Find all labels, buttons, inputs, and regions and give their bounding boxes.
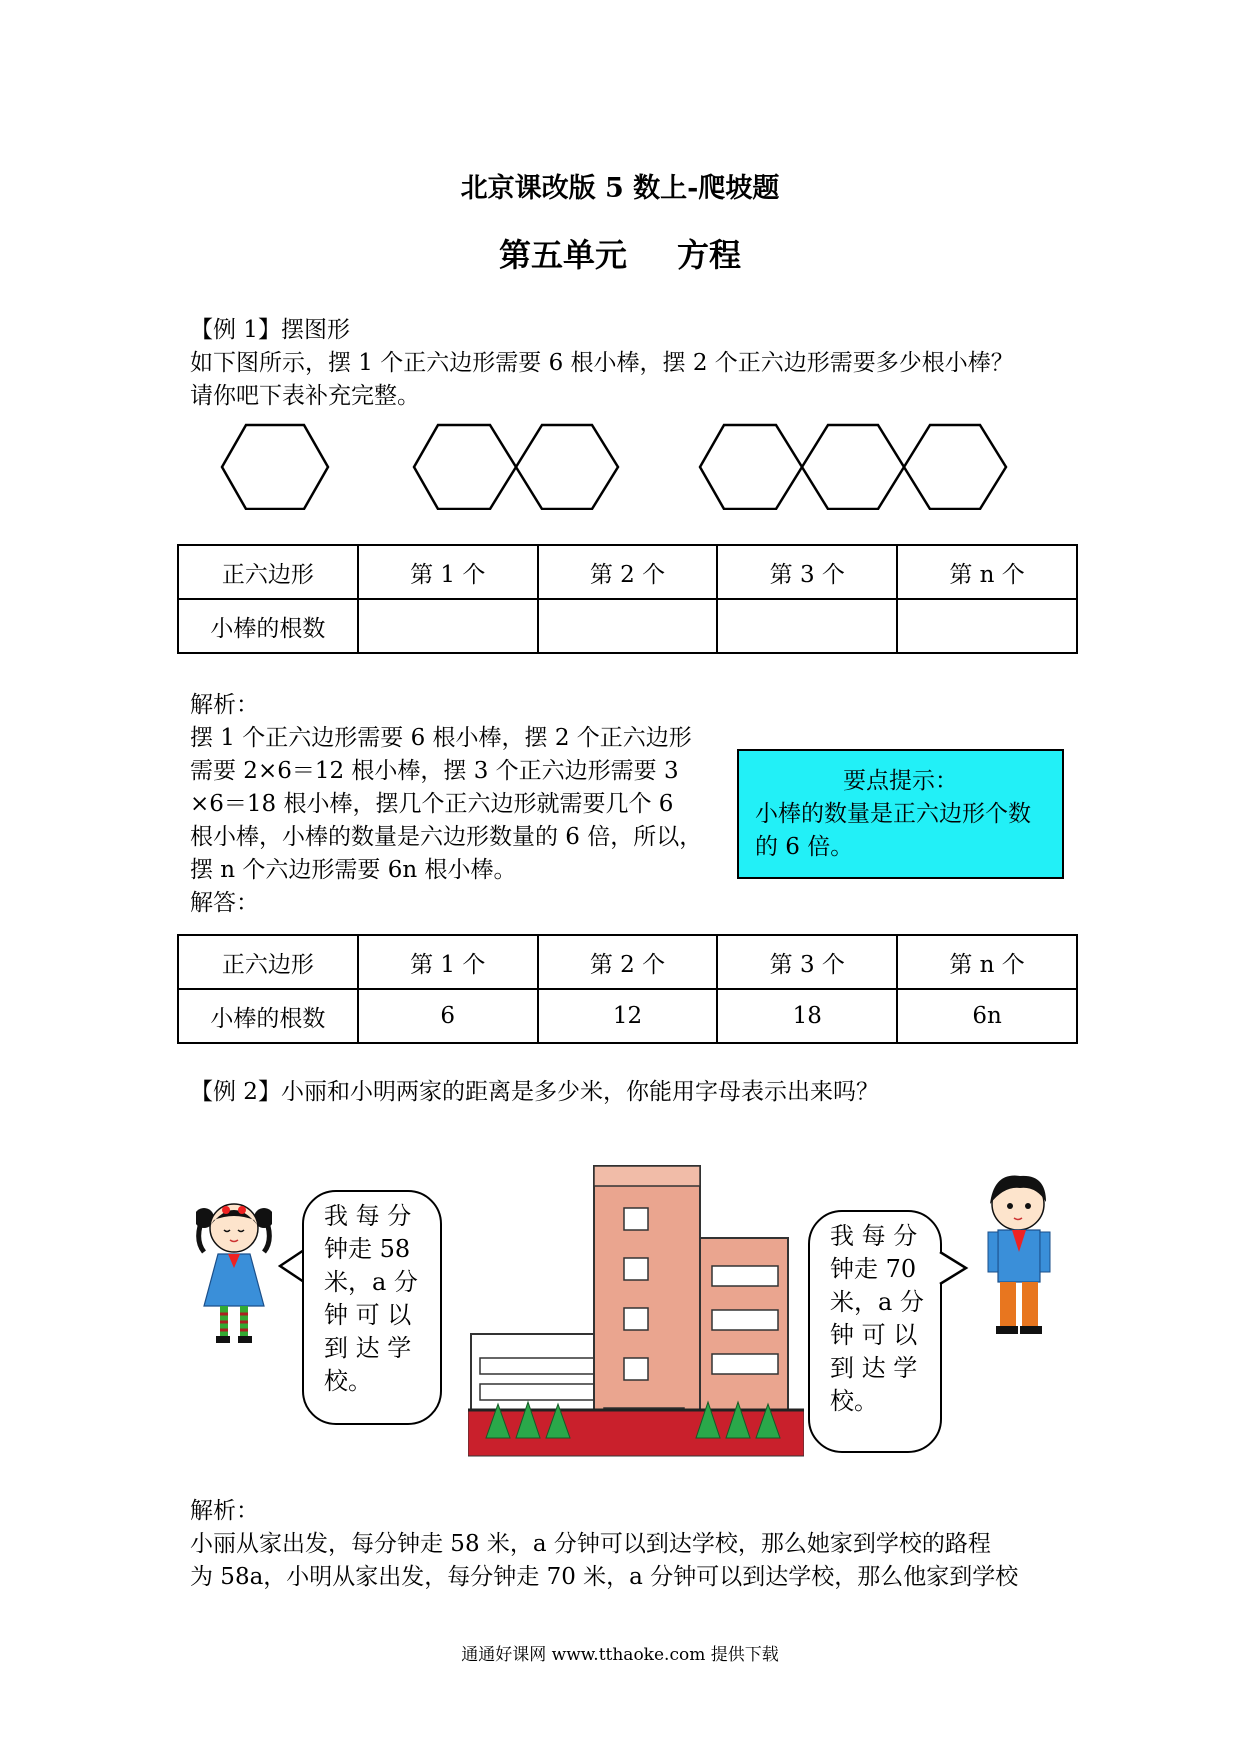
blank-cell xyxy=(717,599,897,653)
analysis-line: 摆 1 个正六边形需要 6 根小棒，摆 2 个正六边形 xyxy=(190,725,692,751)
boy-speech-bubble-tail xyxy=(936,1210,972,1310)
table-header-cell: 第 1 个 xyxy=(358,935,538,989)
blank-cell xyxy=(538,599,718,653)
table-row xyxy=(178,545,1077,599)
table-header-cell: 正六边形 xyxy=(178,545,358,599)
answer-cell: 12 xyxy=(538,989,718,1043)
boy-illustration xyxy=(976,1170,1060,1338)
table-header-cell: 第 n 个 xyxy=(897,935,1077,989)
table-header-cell: 第 2 个 xyxy=(538,935,718,989)
key-point-tip-box xyxy=(737,749,1064,879)
row-label-cell: 小棒的根数 xyxy=(178,599,358,653)
table-header-cell: 第 2 个 xyxy=(538,545,718,599)
analysis-line: 需要 2×6＝12 根小棒，摆 3 个正六边形需要 3 xyxy=(190,758,679,784)
example2-question: 【例 2】小丽和小明两家的距离是多少米，你能用字母表示出来吗？ xyxy=(190,1079,879,1105)
hexagon-1 xyxy=(222,425,328,509)
girl-speech-bubble xyxy=(302,1190,442,1425)
row-label-cell: 小棒的根数 xyxy=(178,989,358,1043)
table-row xyxy=(178,599,1077,653)
document-title: 北京课改版 5 数上-爬坡题 xyxy=(460,173,780,204)
analysis-line: 为 58a，小明从家出发，每分钟走 70 米，a 分钟可以到达学校，那么他家到学校 xyxy=(190,1564,1019,1590)
answer-cell: 6 xyxy=(358,989,538,1043)
analysis-line: 小丽从家出发，每分钟走 58 米，a 分钟可以到达学校，那么她家到学校的路程 xyxy=(190,1531,991,1557)
unit-topic: 方程 xyxy=(677,236,742,274)
table-row xyxy=(178,935,1077,989)
tip-title: 要点提示： xyxy=(843,768,958,794)
girl-speech-text: 我 每 分 钟走 58 米，a 分 钟 可 以 到 达 学 校。 xyxy=(324,1202,418,1395)
boy-speech-bubble xyxy=(808,1210,942,1453)
hexagon-pair xyxy=(414,425,618,509)
analysis-line: ×6＝18 根小棒，摆几个正六边形就需要几个 6 xyxy=(190,791,674,817)
unit-number: 第五单元 xyxy=(498,236,627,274)
analysis-line: 摆 n 个六边形需要 6n 根小棒。 xyxy=(190,857,517,883)
footer-source: 通通好课网 www.tthaoke.com 提供下载 xyxy=(461,1645,779,1665)
stick-count-table-blank xyxy=(177,544,1078,654)
example1-question-line1: 如下图所示，摆 1 个正六边形需要 6 根小棒，摆 2 个正六边形需要多少根小棒？ xyxy=(190,350,1014,376)
table-row xyxy=(178,989,1077,1043)
example1-question-line2: 请你吧下表补充完整。 xyxy=(190,383,420,409)
school-building-illustration xyxy=(468,1158,804,1460)
hexagon-triple xyxy=(700,425,1006,509)
answer-cell: 18 xyxy=(717,989,897,1043)
boy-speech-text: 我 每 分 钟走 70 米，a 分 钟 可 以 到 达 学 校。 xyxy=(830,1222,924,1415)
blank-cell xyxy=(358,599,538,653)
stick-count-table-answer xyxy=(177,934,1078,1044)
table-header-cell: 正六边形 xyxy=(178,935,358,989)
table-header-cell: 第 3 个 xyxy=(717,935,897,989)
table-header-cell: 第 3 个 xyxy=(717,545,897,599)
example1-answer-label: 解答： xyxy=(190,890,259,916)
blank-cell xyxy=(897,599,1077,653)
analysis-line: 根小棒，小棒的数量是六边形数量的 6 倍，所以， xyxy=(190,824,703,850)
tip-body: 小棒的数量是正六边形个数的 6 倍。 xyxy=(755,801,1031,860)
answer-cell: 6n xyxy=(897,989,1077,1043)
table-header-cell: 第 1 个 xyxy=(358,545,538,599)
table-header-cell: 第 n 个 xyxy=(897,545,1077,599)
example2-analysis-label: 解析： xyxy=(190,1498,259,1524)
unit-heading xyxy=(0,230,1240,276)
hexagon-figures xyxy=(0,410,1240,510)
example1-label: 【例 1】摆图形 xyxy=(190,317,350,343)
girl-illustration xyxy=(196,1198,272,1348)
example1-analysis-label: 解析： xyxy=(190,692,259,718)
